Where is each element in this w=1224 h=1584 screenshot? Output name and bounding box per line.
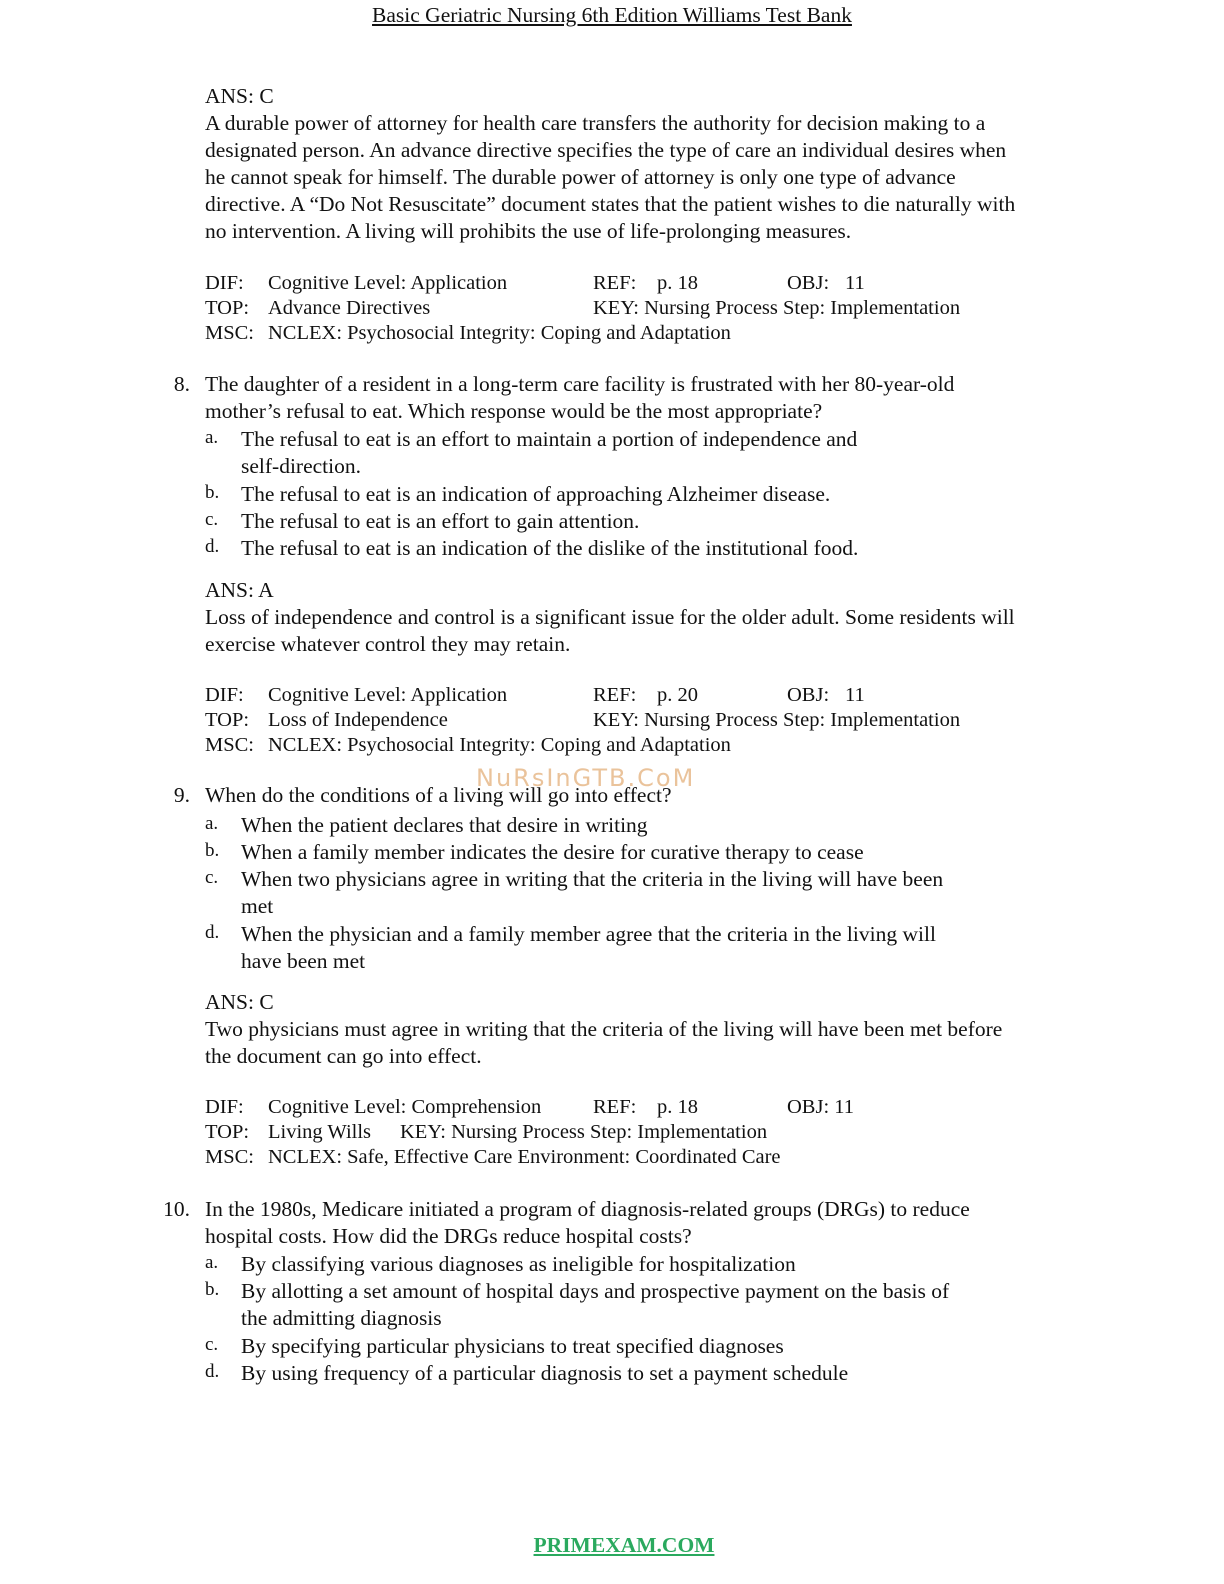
ref-value: p. 18 (657, 272, 698, 294)
question-stem-line: In the 1980s, Medicare initiated a program of diagnosis-related groups (DRGs) to reduce (205, 1197, 970, 1221)
option-letter: a. (205, 427, 219, 448)
q7-rationale-line: he cannot speak for himself. The durable power of attorney is only one type of advance (205, 165, 956, 189)
msc-value: NCLEX: Safe, Effective Care Environment: Coordinated Care (268, 1146, 781, 1168)
option-text: By using frequency of a particular diagnosis to set a payment schedule (241, 1361, 849, 1385)
dif-value: Cognitive Level: Application (268, 684, 508, 706)
q8-rationale-line: exercise whatever control they may retain. (205, 632, 571, 656)
top-value: Advance Directives (268, 297, 431, 319)
dif-value: Cognitive Level: Comprehension (268, 1096, 542, 1118)
q7-rationale-line: A durable power of attorney for health care transfers the authority for decision making to a (205, 111, 986, 135)
question-stem-line: mother’s refusal to eat. Which response would be the most appropriate? (205, 399, 823, 423)
dif-label: DIF: (205, 1096, 244, 1118)
option-letter: d. (205, 1361, 220, 1382)
question-stem-line: The daughter of a resident in a long-term care facility is frustrated with her 80-year-old (205, 372, 955, 396)
option-letter: b. (205, 840, 220, 861)
key-value: KEY: Nursing Process Step: Implementation (400, 1121, 768, 1143)
q7-rationale-line: no intervention. A living will prohibits the use of life-prolonging measures. (205, 219, 852, 243)
q9-rationale-line: Two physicians must agree in writing that the criteria of the living will have been met before (205, 1017, 1003, 1041)
msc-label: MSC: (205, 734, 254, 756)
msc-value: NCLEX: Psychosocial Integrity: Coping and Adaptation (268, 322, 731, 344)
key-value: KEY: Nursing Process Step: Implementation (593, 297, 961, 319)
option-text: met (241, 894, 274, 918)
top-label: TOP: (205, 709, 250, 731)
q9-answer-section (205, 989, 1110, 1070)
watermark: NuRsInGTB.CoM (476, 764, 696, 792)
obj-value: 11 (845, 684, 865, 706)
option-text: When the patient declares that desire in writing (241, 813, 648, 837)
option-text: The refusal to eat is an indication of the dislike of the institutional food. (241, 536, 859, 560)
top-value: Loss of Independence (268, 709, 448, 731)
question-number: 8. (173, 372, 190, 396)
question-number: 10. (163, 1197, 190, 1221)
option-text: The refusal to eat is an effort to gain attention. (241, 509, 640, 533)
ref-value: p. 20 (657, 684, 698, 706)
q7-answer: ANS: C (205, 84, 274, 108)
option-text: When a family member indicates the desire for curative therapy to cease (241, 840, 864, 864)
option-text: the admitting diagnosis (241, 1306, 442, 1330)
ref-label: REF: (593, 684, 637, 706)
top-value: Living Wills (268, 1121, 372, 1143)
page-header: Basic Geriatric Nursing 6th Edition Williams Test Bank (372, 3, 852, 27)
option-letter: c. (205, 867, 219, 888)
q7-answer-section (205, 83, 1110, 245)
option-letter: a. (205, 1252, 219, 1273)
question-stem-line: hospital costs. How did the DRGs reduce hospital costs? (205, 1224, 692, 1248)
option-letter: d. (205, 922, 220, 943)
option-letter: c. (205, 1334, 219, 1355)
dif-value: Cognitive Level: Application (268, 272, 508, 294)
footer-link[interactable]: PRIMEXAM.COM (533, 1533, 715, 1557)
option-text: self-direction. (241, 454, 361, 478)
option-text: have been met (241, 949, 366, 973)
dif-label: DIF: (205, 272, 244, 294)
top-label: TOP: (205, 1121, 250, 1143)
option-text: The refusal to eat is an effort to maintain a portion of independence and (241, 427, 858, 451)
top-label: TOP: (205, 297, 250, 319)
option-letter: b. (205, 1279, 220, 1300)
msc-label: MSC: (205, 322, 254, 344)
question-number: 9. (173, 783, 190, 807)
option-text: By specifying particular physicians to treat specified diagnoses (241, 1334, 784, 1358)
option-text: By allotting a set amount of hospital days and prospective payment on the basis of (241, 1279, 950, 1303)
option-text: When the physician and a family member agree that the criteria in the living will (241, 922, 936, 946)
key-value: KEY: Nursing Process Step: Implementation (593, 709, 961, 731)
ref-label: REF: (593, 1096, 637, 1118)
ref-label: REF: (593, 272, 637, 294)
option-letter: a. (205, 813, 219, 834)
q9-answer: ANS: C (205, 990, 274, 1014)
obj-value: OBJ: 11 (787, 1096, 855, 1118)
q9-rationale-line: the document can go into effect. (205, 1044, 482, 1068)
question-stem-line: When do the conditions of a living will go into effect? (205, 783, 672, 807)
q7-rationale-line: designated person. An advance directive specifies the type of care an individual desires when (205, 138, 1007, 162)
q7-rationale-line: directive. A “Do Not Resuscitate” document states that the patient wishes to die naturally with (205, 192, 1016, 216)
msc-value: NCLEX: Psychosocial Integrity: Coping and Adaptation (268, 734, 731, 756)
option-text: The refusal to eat is an indication of approaching Alzheimer disease. (241, 482, 831, 506)
obj-value: 11 (845, 272, 865, 294)
ref-value: p. 18 (657, 1096, 698, 1118)
option-text: By classifying various diagnoses as ineligible for hospitalization (241, 1252, 796, 1276)
q8-answer: ANS: A (205, 578, 274, 602)
option-text: When two physicians agree in writing that the criteria in the living will have been (241, 867, 944, 891)
dif-label: DIF: (205, 684, 244, 706)
q8-rationale-line: Loss of independence and control is a significant issue for the older adult. Some residents will (205, 605, 1015, 629)
q8-answer-section (205, 577, 1110, 658)
obj-label: OBJ: (787, 684, 830, 706)
obj-label: OBJ: (787, 272, 830, 294)
option-letter: c. (205, 509, 219, 530)
option-letter: d. (205, 536, 220, 557)
msc-label: MSC: (205, 1146, 254, 1168)
option-letter: b. (205, 482, 220, 503)
